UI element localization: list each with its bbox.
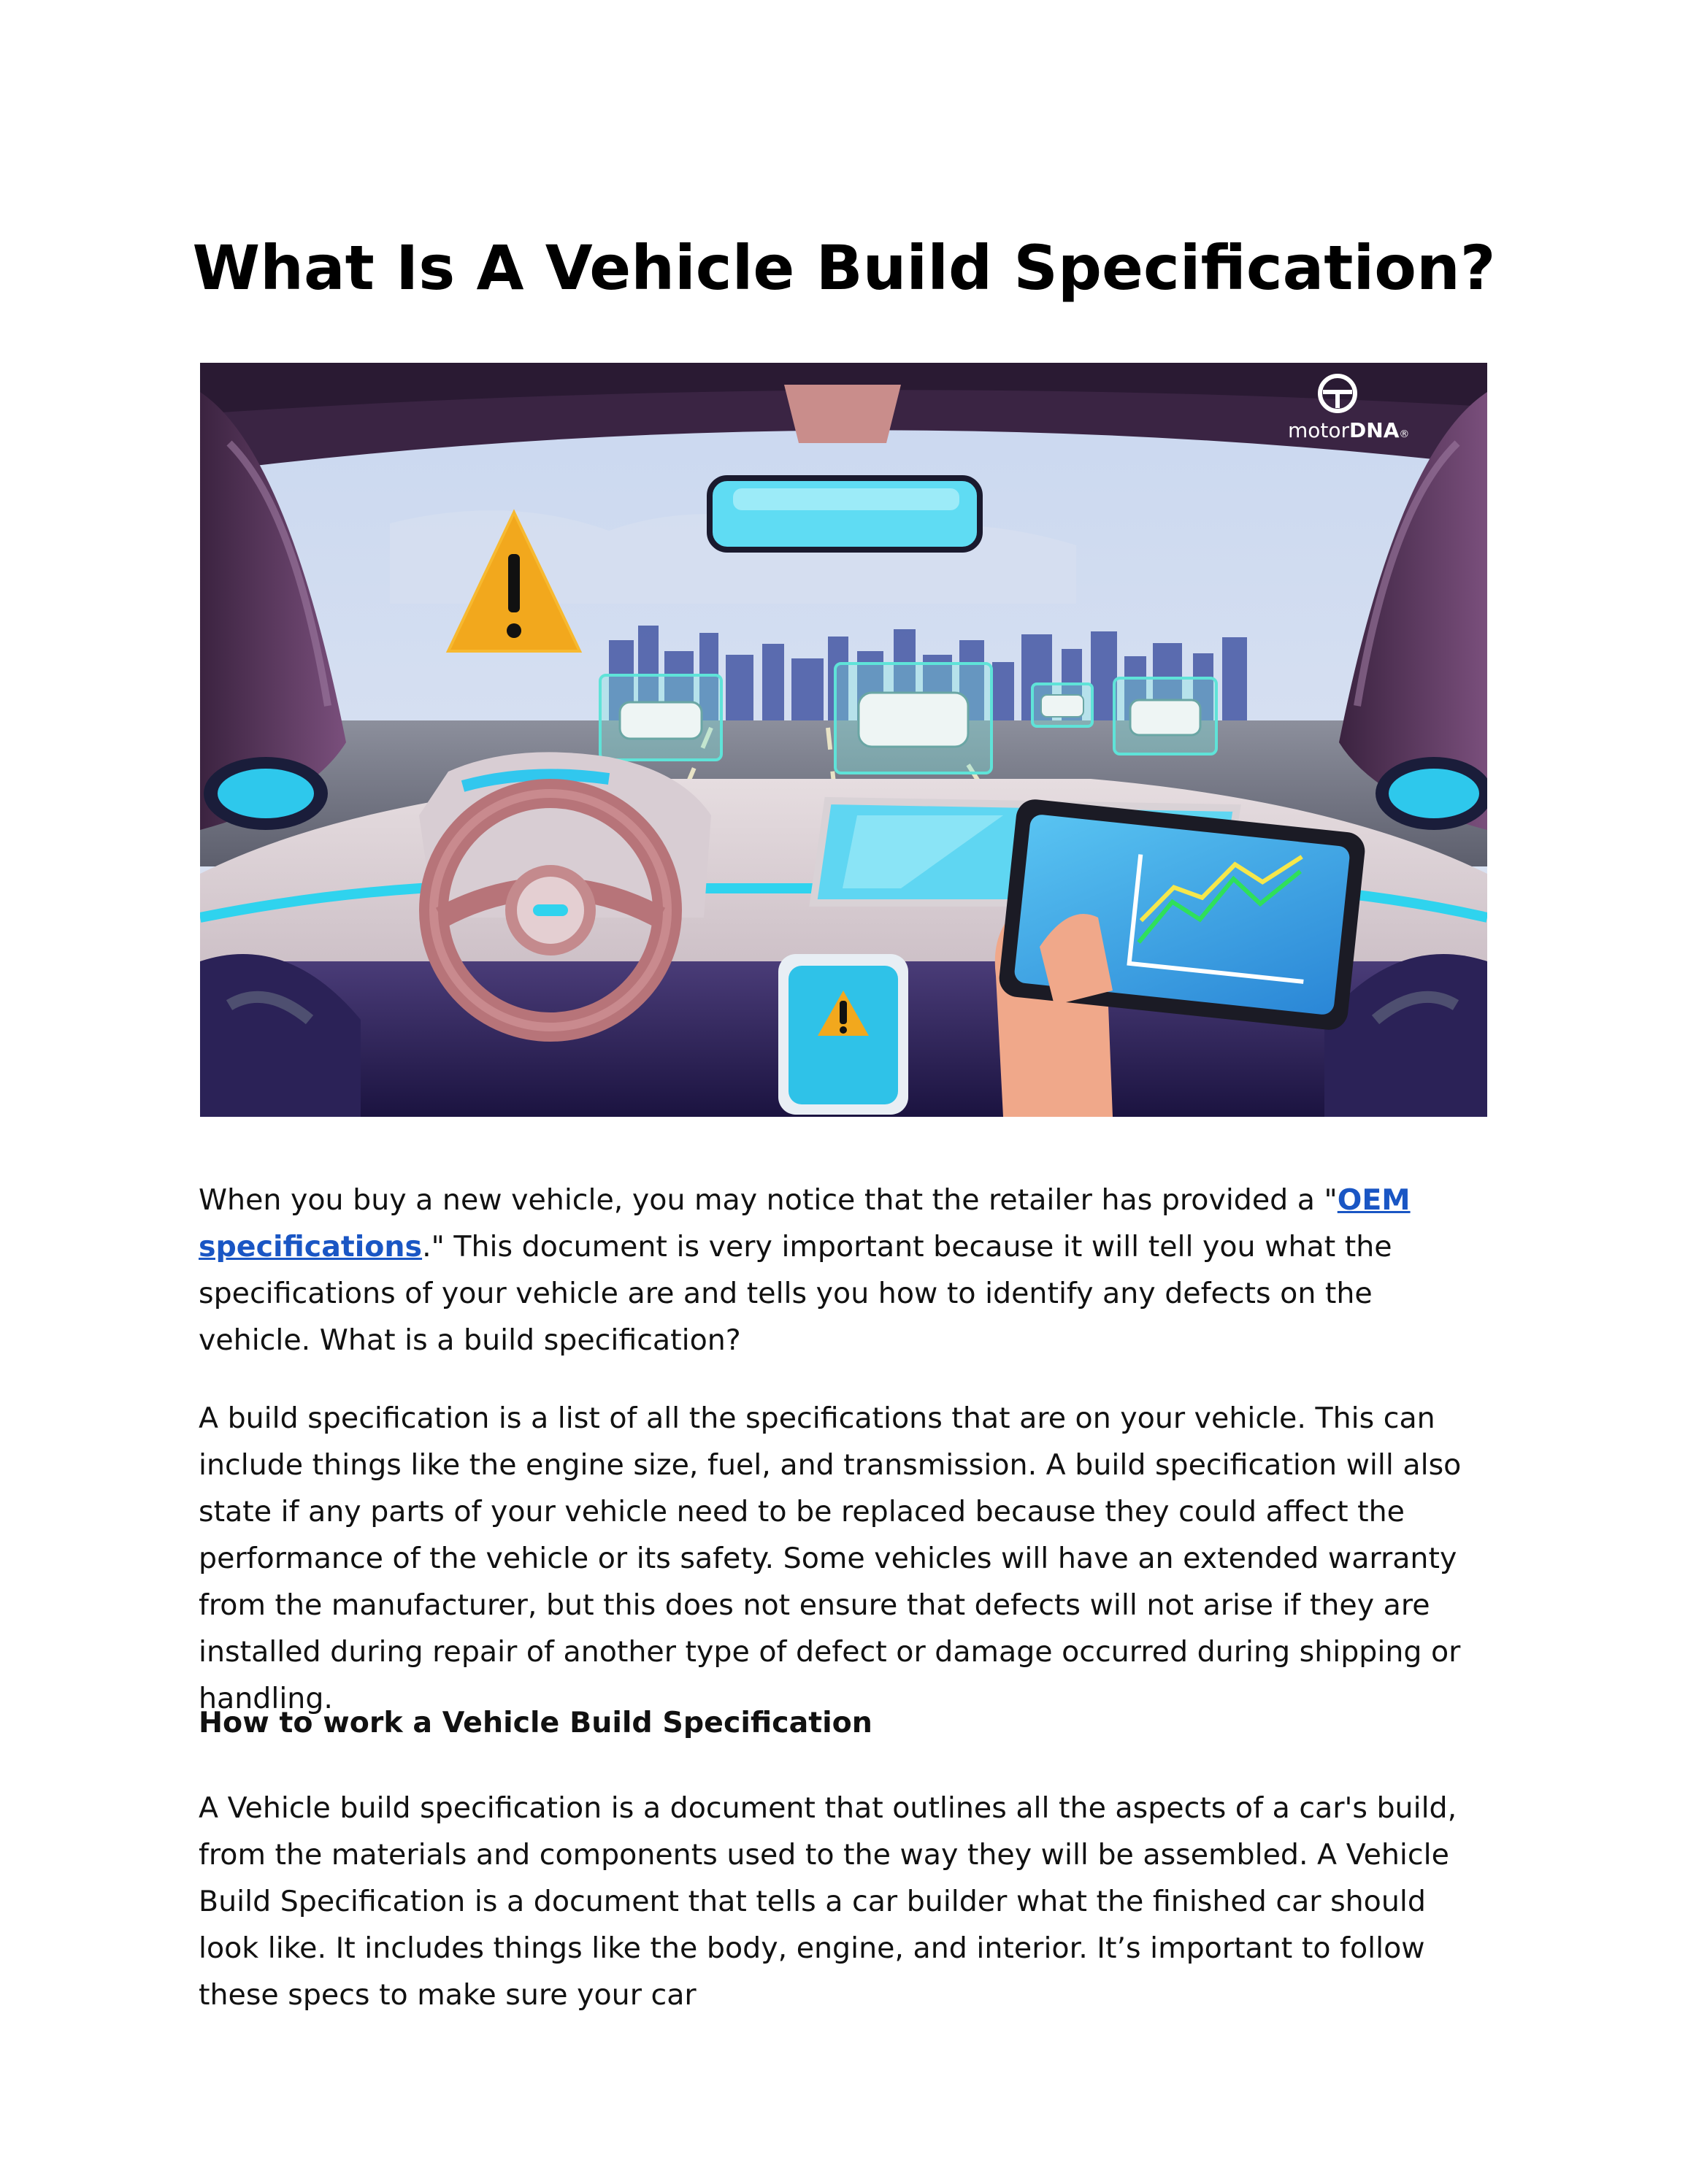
detected-car-3	[1032, 684, 1092, 726]
detected-car-1	[600, 675, 721, 760]
oem-specifications-link[interactable]: OEM specifications	[199, 1183, 1411, 1264]
svg-text:motorDNA®	[1288, 418, 1409, 442]
detected-car-4	[1114, 678, 1216, 754]
paragraph-intro-before: When you buy a new vehicle, you may notice that the retailer has provided a "	[199, 1183, 1338, 1217]
paragraph-intro-after: ." This document is very important because it will tell you what the specifications of your vehicle are and tells you how to identify any defects on the vehicle. What is a build specification?	[199, 1230, 1392, 1357]
hero-illustration	[200, 363, 1487, 1117]
detected-car-2	[835, 664, 991, 773]
paragraph-definition: A build specification is a list of all the specifications that are on your vehicle. This can include things like the engine size, fuel, and transmission. A build specification will also state if any parts of your vehicle need to be replaced because they could affect the performance of the vehicle or its safety. Some vehicles will have an extended warranty from the manufacturer, but this does not ensure that defects will not arise if they are installed during repair of another type of defect or damage occurred during shipping or handling.	[199, 1401, 1462, 1715]
section-subheading: How to work a Vehicle Build Specification	[199, 1706, 872, 1739]
console-warning-panel	[778, 954, 908, 1115]
logo-mark: ®	[1399, 428, 1410, 440]
page-title: What Is A Vehicle Build Specification?	[192, 232, 1496, 304]
logo-text: motor	[1288, 418, 1350, 442]
logo-text-bold: DNA	[1349, 418, 1400, 442]
paragraph-intro	[199, 1177, 1492, 1364]
paragraph-how-to: A Vehicle build specification is a document that outlines all the aspects of a car's build, from the materials and components used to the way they will be assembled. A Vehicle Build Specification is a document that tells a car builder what the finished car should look like. It includes things like the body, engine, and interior. It’s important to follow these specs to make sure your car	[199, 1791, 1457, 2012]
